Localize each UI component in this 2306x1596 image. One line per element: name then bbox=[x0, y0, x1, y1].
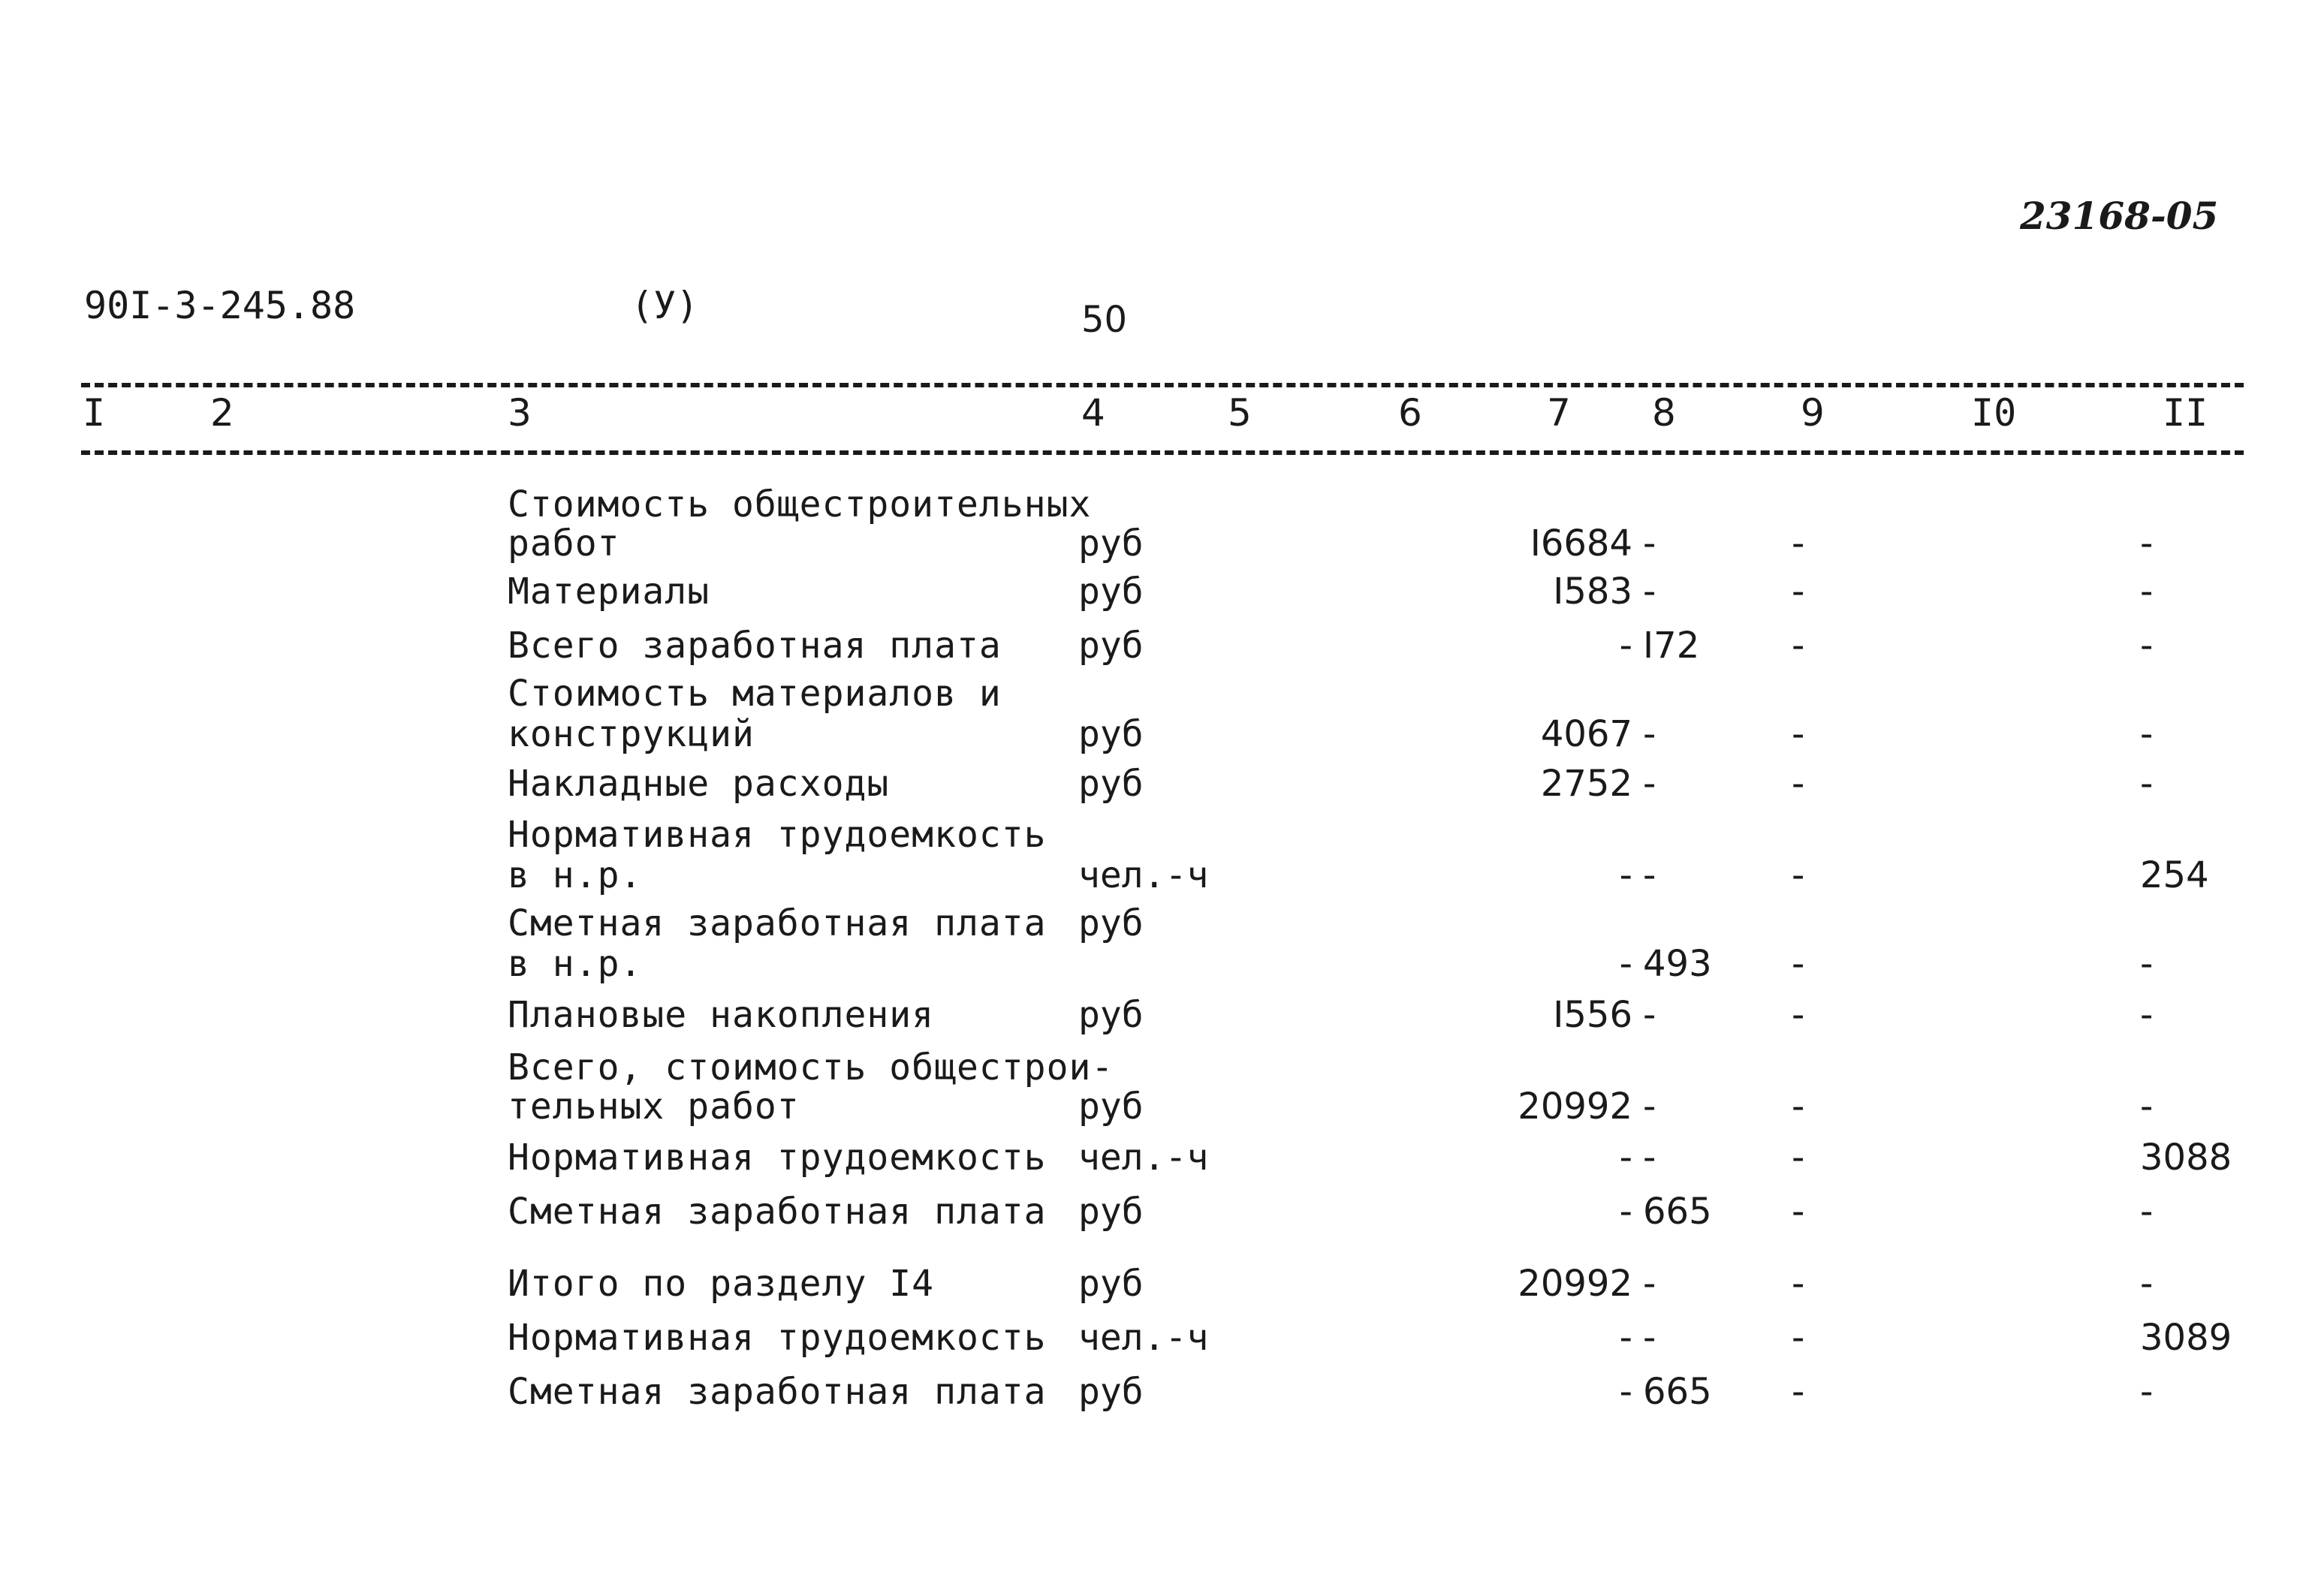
row-label: Накладные расходы bbox=[508, 763, 890, 805]
cell-col-9: - bbox=[1792, 571, 1805, 613]
cell-col-8: - bbox=[1643, 1137, 1656, 1179]
cell-col-8: - bbox=[1643, 1317, 1656, 1359]
cell-col-8: 493 bbox=[1643, 943, 1712, 985]
row-label: Сметная заработная плата bbox=[508, 1191, 1047, 1233]
table-top-rule bbox=[81, 383, 2244, 387]
cell-col-7: - bbox=[1619, 854, 1632, 896]
cell-col-8: 665 bbox=[1643, 1371, 1712, 1413]
column-number-8: 8 bbox=[1652, 391, 1676, 435]
cell-col-8: - bbox=[1643, 994, 1656, 1036]
cell-col-11: - bbox=[2140, 713, 2154, 755]
row-label-continued: конструкций bbox=[508, 713, 755, 755]
cell-col-9: - bbox=[1792, 522, 1805, 565]
cell-col-11: 3089 bbox=[2140, 1317, 2232, 1359]
row-unit: чел.-ч bbox=[1078, 854, 1209, 896]
row-unit: чел.-ч bbox=[1078, 1317, 1209, 1359]
cell-col-7: - bbox=[1619, 1371, 1632, 1413]
cell-col-7: - bbox=[1619, 625, 1632, 667]
row-label: Итого по разделу I4 bbox=[508, 1263, 935, 1305]
cell-col-7: - bbox=[1619, 1317, 1632, 1359]
cell-col-9: - bbox=[1792, 763, 1805, 805]
cell-col-8: - bbox=[1643, 571, 1656, 613]
row-unit: руб bbox=[1078, 625, 1144, 667]
row-label: Нормативная трудоемкость bbox=[508, 1317, 1047, 1359]
cell-col-11: - bbox=[2140, 1191, 2154, 1233]
cell-col-7: I583 bbox=[1553, 571, 1632, 613]
cell-col-8: - bbox=[1643, 854, 1656, 896]
cell-col-8: - bbox=[1643, 522, 1656, 565]
row-label: Стоимость материалов и bbox=[508, 673, 1002, 715]
cell-col-7: I6684 bbox=[1530, 522, 1632, 565]
cell-col-8: 665 bbox=[1643, 1191, 1712, 1233]
cell-col-11: - bbox=[2140, 522, 2154, 565]
row-unit: руб bbox=[1078, 1263, 1144, 1305]
cell-col-8: - bbox=[1643, 713, 1656, 755]
cell-col-9: - bbox=[1792, 1263, 1805, 1305]
table-header-rule bbox=[81, 450, 2244, 455]
cell-col-9: - bbox=[1792, 1317, 1805, 1359]
column-number-9: 9 bbox=[1801, 391, 1825, 435]
row-label-continued: тельных работ bbox=[508, 1086, 800, 1128]
cell-col-7: 2752 bbox=[1540, 763, 1632, 805]
cell-col-7: 4067 bbox=[1540, 713, 1632, 755]
row-label: Нормативная трудоемкость bbox=[508, 814, 1047, 856]
cell-col-11: - bbox=[2140, 763, 2154, 805]
cell-col-7: - bbox=[1619, 1191, 1632, 1233]
row-unit: руб bbox=[1078, 522, 1144, 565]
cell-col-9: - bbox=[1792, 1371, 1805, 1413]
cell-col-8: - bbox=[1643, 763, 1656, 805]
cell-col-11: 254 bbox=[2140, 854, 2209, 896]
row-unit: руб bbox=[1078, 763, 1144, 805]
row-unit: руб bbox=[1078, 1191, 1144, 1233]
row-label: Всего заработная плата bbox=[508, 625, 1002, 667]
cell-col-9: - bbox=[1792, 713, 1805, 755]
column-number-3: 3 bbox=[508, 391, 532, 435]
row-label: Стоимость общестроительных bbox=[508, 483, 1092, 525]
row-label: Материалы bbox=[508, 571, 710, 613]
cell-col-9: - bbox=[1792, 1191, 1805, 1233]
cell-col-9: - bbox=[1792, 625, 1805, 667]
cell-col-11: 3088 bbox=[2140, 1137, 2232, 1179]
row-label: Плановые накопления bbox=[508, 994, 935, 1036]
page-number: 50 bbox=[1081, 299, 1128, 341]
cell-col-11: - bbox=[2140, 1263, 2154, 1305]
cell-col-7: - bbox=[1619, 1137, 1632, 1179]
row-label-continued: работ bbox=[508, 522, 620, 565]
row-unit: чел.-ч bbox=[1078, 1137, 1209, 1179]
cell-col-9: - bbox=[1792, 994, 1805, 1036]
row-label: Сметная заработная плата bbox=[508, 1371, 1047, 1413]
column-number-5: 5 bbox=[1228, 391, 1252, 435]
cell-col-7: 20992 bbox=[1518, 1263, 1632, 1305]
row-label-continued: в н.р. bbox=[508, 854, 643, 896]
cell-col-11: - bbox=[2140, 625, 2154, 667]
cell-col-11: - bbox=[2140, 943, 2154, 985]
row-unit: руб bbox=[1078, 902, 1144, 944]
column-number-1: I bbox=[83, 391, 106, 435]
column-number-11: II bbox=[2163, 391, 2208, 435]
row-unit: руб bbox=[1078, 571, 1144, 613]
row-unit: руб bbox=[1078, 994, 1144, 1036]
row-label: Сметная заработная плата bbox=[508, 902, 1047, 944]
row-label: Нормативная трудоемкость bbox=[508, 1137, 1047, 1179]
archive-number: 23168-05 bbox=[2020, 194, 2219, 238]
column-number-10: I0 bbox=[1971, 391, 2017, 435]
document-mark: (У) bbox=[631, 284, 699, 327]
cell-col-8: - bbox=[1643, 1086, 1656, 1128]
cell-col-9: - bbox=[1792, 1086, 1805, 1128]
cell-col-8: - bbox=[1643, 1263, 1656, 1305]
cell-col-11: - bbox=[2140, 994, 2154, 1036]
cell-col-7: I556 bbox=[1553, 994, 1632, 1036]
column-number-4: 4 bbox=[1081, 391, 1105, 435]
column-number-6: 6 bbox=[1398, 391, 1422, 435]
cell-col-7: 20992 bbox=[1518, 1086, 1632, 1128]
column-number-7: 7 bbox=[1547, 391, 1571, 435]
document-code: 90I-3-245.88 bbox=[84, 284, 356, 327]
row-label: Всего, стоимость общестрои- bbox=[508, 1046, 1114, 1089]
cell-col-11: - bbox=[2140, 1371, 2154, 1413]
cell-col-7: - bbox=[1619, 943, 1632, 985]
cell-col-11: - bbox=[2140, 1086, 2154, 1128]
cell-col-9: - bbox=[1792, 1137, 1805, 1179]
cell-col-8: I72 bbox=[1643, 625, 1700, 667]
cell-col-11: - bbox=[2140, 571, 2154, 613]
cell-col-9: - bbox=[1792, 854, 1805, 896]
row-unit: руб bbox=[1078, 1086, 1144, 1128]
row-label-continued: в н.р. bbox=[508, 943, 643, 985]
row-unit: руб bbox=[1078, 713, 1144, 755]
cell-col-9: - bbox=[1792, 943, 1805, 985]
row-unit: руб bbox=[1078, 1371, 1144, 1413]
column-number-2: 2 bbox=[210, 391, 234, 435]
